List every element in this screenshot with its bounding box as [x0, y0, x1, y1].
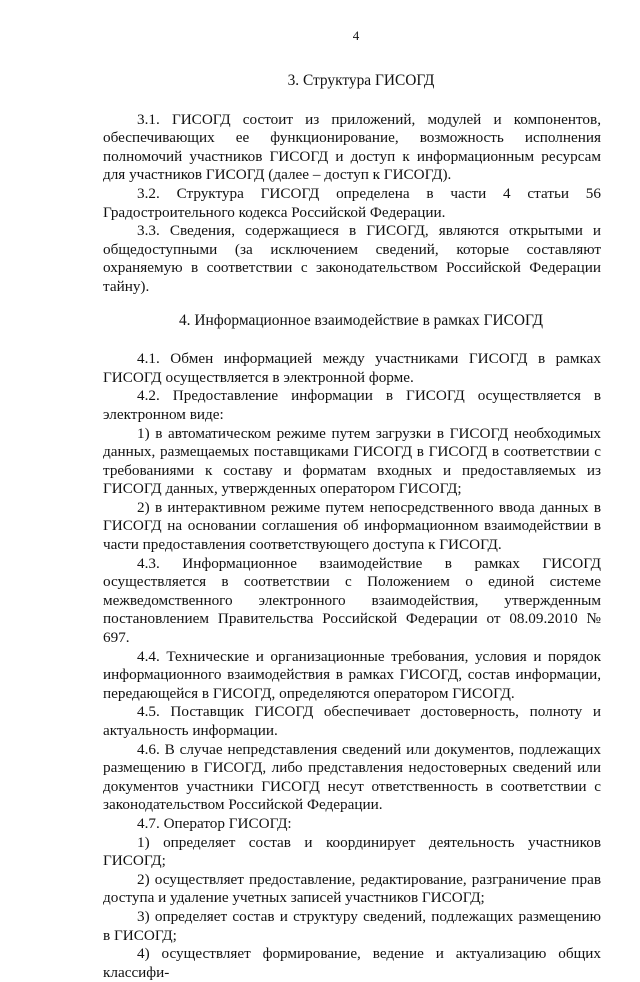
- list-item: 1) в автоматическом режиме путем загрузки в ГИСОГД необходимых данных, размещаемых поставщиками ГИСОГД в ГИСОГД в соответствии с требованиями к составу и форматам входных и предоставляемых из ГИСОГД данных, утвержденных оператором ГИСОГД;: [103, 424, 601, 498]
- list-item: 2) осуществляет предоставление, редактирование, разграничение прав доступа и удаление учетных записей участников ГИСОГД;: [103, 870, 601, 907]
- section-heading-interaction: 4. Информационное взаимодействие в рамках ГИСОГД: [178, 311, 544, 329]
- list-item: 4) осуществляет формирование, ведение и актуализацию общих классифи-: [103, 945, 601, 981]
- document-body: [103, 72, 601, 982]
- paragraph: 4.5. Поставщик ГИСОГД обеспечивает достоверность, полноту и актуальность информации.: [103, 703, 601, 739]
- paragraph: 4.4. Технические и организационные требования, условия и порядок информационного взаимодействия в рамках ГИСОГД, состав информации, передающейся в ГИСОГД, определяются оператором ГИСОГД.: [103, 647, 601, 702]
- list-item: 1) определяет состав и координирует деятельность участников ГИСОГД;: [103, 833, 601, 870]
- paragraph: 3.2. Структура ГИСОГД определена в части 4 статьи 56 Градостроительного кодекса Российской Федерации.: [103, 184, 601, 221]
- paragraph: 3.1. ГИСОГД состоит из приложений, модулей и компонентов, обеспечивающих ее функционирование, возможность исполнения полномочий участников ГИСОГД и доступ к информационным ресурсам для участников ГИСОГД (далее – доступ к ГИСОГД).: [103, 110, 601, 184]
- list-item: 3) определяет состав и структуру сведений, подлежащих размещению в ГИСОГД;: [103, 907, 601, 944]
- page-number: 4: [352, 28, 360, 43]
- paragraph: 4.1. Обмен информацией между участниками ГИСОГД в рамках ГИСОГД осуществляется в электронной форме.: [103, 350, 601, 386]
- paragraph: 4.7. Оператор ГИСОГД:: [137, 814, 292, 832]
- section-heading-structure: 3. Структура ГИСОГД: [287, 72, 435, 89]
- paragraph: 4.6. В случае непредставления сведений или документов, подлежащих размещению в ГИСОГД, либо представления недостоверных сведений или документов участники ГИСОГД несут ответственность в соответствии с законодательством Российской Федерации.: [103, 740, 601, 814]
- list-item: 2) в интерактивном режиме путем непосредственного ввода данных в ГИСОГД на основании соглашения об информационном взаимодействии в части предоставления соответствующего доступа к ГИСОГД.: [103, 498, 601, 554]
- paragraph: 4.3. Информационное взаимодействие в рамках ГИСОГД осуществляется в соответствии с Положением о единой системе межведомственного электронного взаимодействия, утвержденным постановлением Правительства Российской Федерации от 08.09.2010 № 697.: [103, 554, 601, 647]
- paragraph: 4.2. Предоставление информации в ГИСОГД осуществляется в электронном виде:: [103, 387, 601, 423]
- paragraph: 3.3. Сведения, содержащиеся в ГИСОГД, являются открытыми и общедоступными (за исключением сведений, которые составляют охраняемую в соответствии с законодательством Российской Федерации тайну).: [103, 222, 601, 295]
